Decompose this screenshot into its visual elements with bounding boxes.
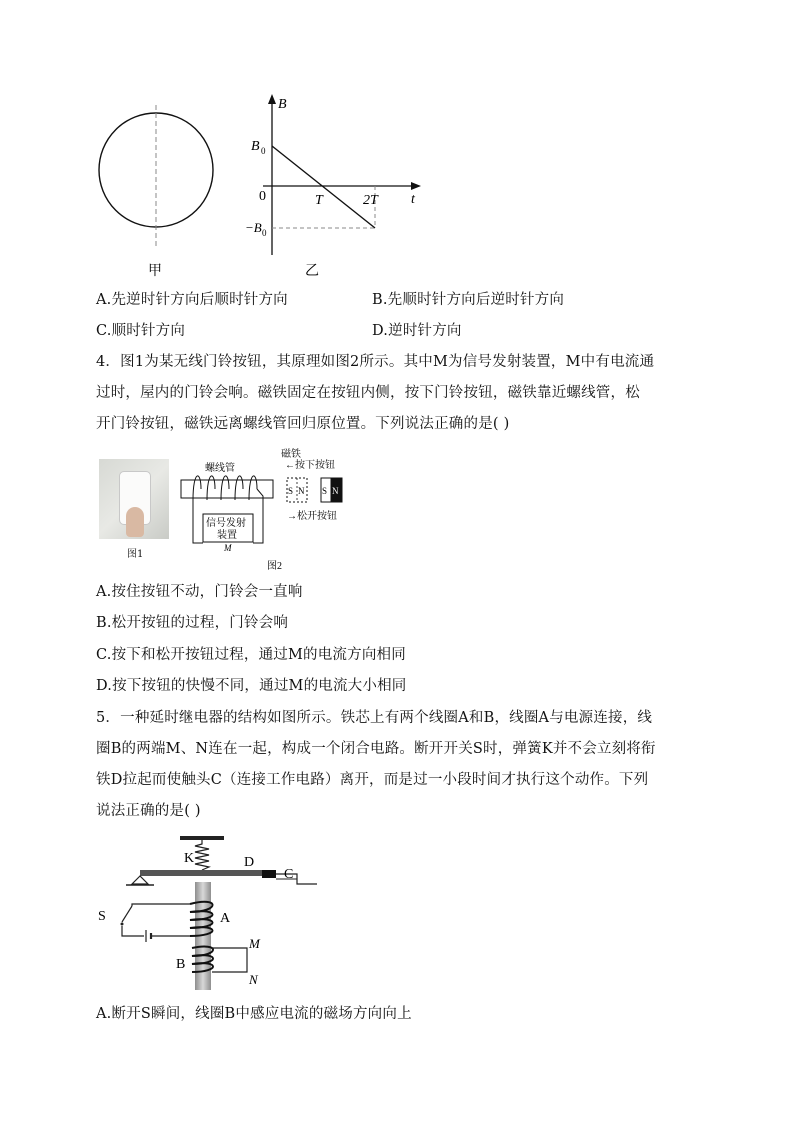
q4-stem-line-2: 过时，屋内的门铃会响。磁铁固定在按钮内侧，按下门铃按钮，磁铁靠近螺线管，松 <box>96 385 640 401</box>
switch-contact <box>121 923 124 926</box>
origin-label: 0 <box>259 189 266 204</box>
solenoid-core <box>181 480 273 498</box>
circuit-wire-top <box>132 904 190 906</box>
press-label: ←按下按钮 <box>285 460 335 471</box>
figure-q4-schematic <box>175 448 365 574</box>
axis-B-label: B <box>278 97 287 112</box>
circuit-wire-bottom <box>122 926 144 936</box>
label-n: N <box>249 972 258 987</box>
label-d: D <box>244 855 255 870</box>
device-label-1: 信号发射 <box>206 518 246 529</box>
switch-s <box>122 906 132 922</box>
q3-option-b: B.先顺时针方向后逆时针方向 <box>372 292 565 308</box>
q3-option-c: C.顺时针方向 <box>96 323 186 339</box>
q3-option-a: A.先逆时针方向后顺时针方向 <box>96 292 288 308</box>
q4-option-c: C.按下和松开按钮过程，通过M的电流方向相同 <box>96 647 406 663</box>
pivot <box>132 876 148 884</box>
label-s: S <box>98 909 106 924</box>
magnet-label: 磁铁 <box>281 449 301 460</box>
label-a: A <box>220 911 231 926</box>
fig2-caption: 图2 <box>267 561 282 572</box>
magnet-solid-N-label: N <box>332 486 339 496</box>
magnet-solid-S-label: S <box>322 486 328 496</box>
magnet-dashed-N: N <box>298 486 305 496</box>
doorbell-photo <box>99 459 169 539</box>
figure-q3 <box>85 90 445 285</box>
label-c: C <box>284 867 294 882</box>
axis-t-label: t <box>411 192 415 207</box>
device-label-2: 装置 <box>217 530 237 541</box>
device-label-3: M <box>224 543 232 553</box>
tick-2T: 2T <box>363 193 378 208</box>
q4-option-b: B.松开按钮的过程，门铃会响 <box>96 615 289 631</box>
finger-shape <box>126 507 144 537</box>
graph-line <box>272 146 375 228</box>
q4-stem-line-3: 开门铃按钮，磁铁远离螺线管回归原位置。下列说法正确的是( ) <box>96 416 510 432</box>
wire-left <box>193 500 203 543</box>
contact-c <box>262 870 276 878</box>
q3-option-d: D.逆时针方向 <box>372 323 462 339</box>
q5-stem-line-1: 5．一种延时继电器的结构如图所示。铁芯上有两个线圈A和B，线圈A与电源连接，线 <box>96 710 653 726</box>
magnet-dashed-S: S <box>288 486 294 496</box>
tick-negB0-sub: 0 <box>262 228 267 238</box>
release-label: →松开按钮 <box>287 511 337 522</box>
q5-stem-line-2: 圈B的两端M、N连在一起，构成一个闭合电路。断开开关S时，弹簧K并不会立刻将衔 <box>96 741 656 757</box>
q4-option-d: D.按下按钮的快慢不同，通过M的电流大小相同 <box>96 678 407 694</box>
q5-option-a: A.断开S瞬间，线圈B中感应电流的磁场方向向上 <box>96 1006 412 1022</box>
x-axis-arrow <box>411 182 421 190</box>
y-axis-arrow <box>268 94 276 104</box>
fig1-caption: 图1 <box>127 549 144 560</box>
armature-d <box>140 870 270 876</box>
top-plate <box>180 836 224 840</box>
label-yi: 乙 <box>305 264 319 279</box>
label-b: B <box>176 957 186 972</box>
spring-k <box>195 840 209 870</box>
q5-stem-line-4: 说法正确的是( ) <box>96 803 201 819</box>
q4-option-a: A.按住按钮不动，门铃会一直响 <box>96 584 303 600</box>
tick-negB0: −B <box>245 220 262 235</box>
figure-q5-relay <box>92 832 322 992</box>
coil-b-loop <box>212 948 247 972</box>
tick-B0-sub: 0 <box>261 146 266 156</box>
tick-B0: B <box>251 139 260 154</box>
tick-T: T <box>315 193 323 208</box>
label-m: M <box>249 936 260 951</box>
label-k: K <box>184 851 195 866</box>
q5-stem-line-3: 铁D拉起而使触头C（连接工作电路）离开，而是过一小段时间才执行这个动作。下列 <box>96 772 649 788</box>
q4-stem-line-1: 4．图1为某无线门铃按钮，其原理如图2所示。其中M为信号发射装置，M中有电流通 <box>96 354 655 370</box>
label-jia: 甲 <box>148 264 162 279</box>
solenoid-label: 螺线管 <box>205 463 235 474</box>
